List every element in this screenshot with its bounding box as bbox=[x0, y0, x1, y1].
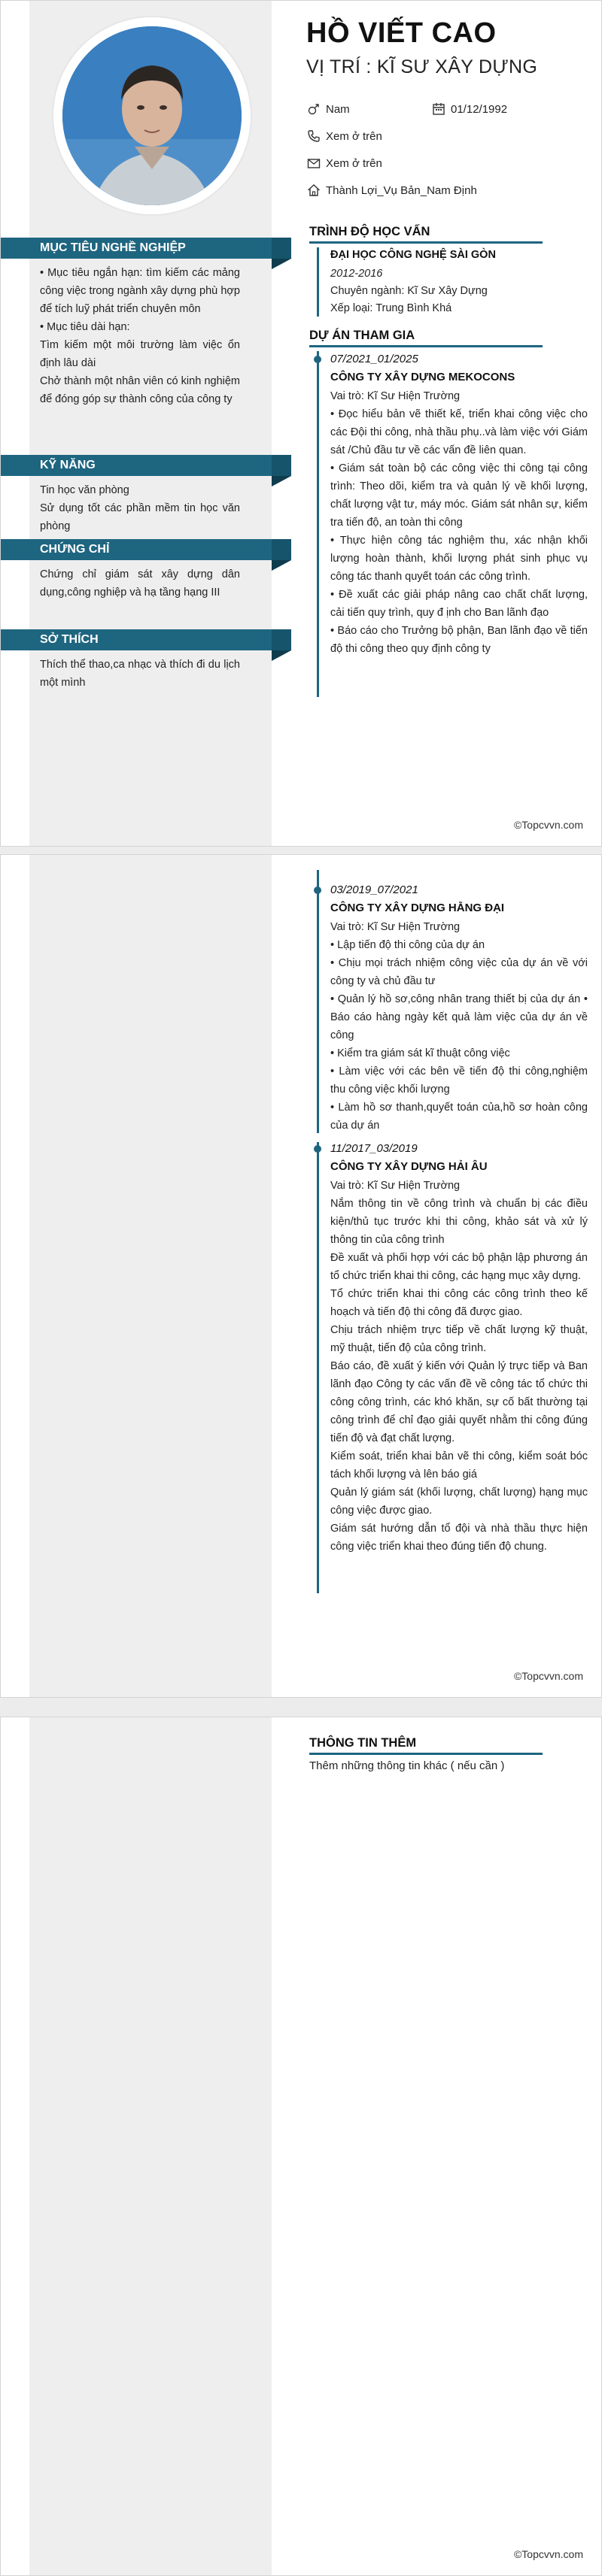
project-line: Giám sát hướng dẫn tổ đội và nhà thầu thực hiện công việc triển khai theo đúng tiến độ chung. bbox=[330, 1523, 588, 1553]
calendar-icon bbox=[431, 102, 446, 117]
objective-line: • Mục tiêu dài hạn: bbox=[40, 321, 130, 333]
skills-heading-text: KỸ NĂNG bbox=[40, 459, 96, 471]
skills-text bbox=[40, 481, 240, 535]
education-rank: Xếp loại: Trung Bình Khá bbox=[330, 302, 452, 314]
avatar-frame bbox=[53, 17, 251, 214]
project-company: CÔNG TY XÂY DỰNG HẢI ÂU bbox=[330, 1160, 488, 1173]
project-timeline bbox=[317, 351, 319, 697]
extra-info-underline bbox=[309, 1753, 543, 1755]
timeline-dot bbox=[314, 356, 321, 363]
project-line: • Thực hiện công tác nghiệm thu, xác nhận khối lượng hoàn thành, khối lượng phát sinh phục vụ công tác thanh quyết toán các công trình. bbox=[330, 535, 588, 583]
certificates-heading bbox=[1, 539, 291, 560]
skill-line: Sử dụng tốt các phần mềm tin học văn phòng bbox=[40, 502, 240, 532]
project-company: CÔNG TY XÂY DỰNG MEKOCONS bbox=[330, 371, 515, 383]
hobbies-text bbox=[40, 656, 240, 692]
project-date: 11/2017_03/2019 bbox=[330, 1142, 418, 1155]
project-line: Tổ chức triển khai thi công các công trình theo kế hoạch và tiến độ thi công đã được giao. bbox=[330, 1288, 588, 1318]
hobbies-heading bbox=[1, 629, 291, 650]
timeline-dot bbox=[314, 886, 321, 894]
certificate-line: Chứng chỉ giám sát xây dựng dân dụng,công nghiệp và hạ tầng hạng III bbox=[40, 568, 240, 599]
project-date: 07/2021_01/2025 bbox=[330, 353, 418, 365]
skills-heading bbox=[1, 455, 291, 476]
address-row bbox=[306, 183, 477, 198]
extra-info-text: Thêm những thông tin khác ( nếu cần ) bbox=[309, 1759, 505, 1772]
projects-heading: DỰ ÁN THAM GIA bbox=[309, 329, 415, 342]
project-company: CÔNG TY XÂY DỰNG HẰNG ĐẠI bbox=[330, 902, 505, 914]
phone-value: Xem ở trên bbox=[326, 129, 382, 143]
project-line: • Lập tiến độ thi công của dự án bbox=[330, 939, 485, 951]
objective-text bbox=[40, 264, 240, 408]
birthday-value: 01/12/1992 bbox=[451, 102, 508, 116]
timeline-dot bbox=[314, 1145, 321, 1153]
project-details bbox=[330, 1177, 588, 1556]
email-row bbox=[306, 156, 382, 171]
certificates-text bbox=[40, 565, 240, 602]
banner-fold bbox=[272, 455, 291, 476]
project-timeline bbox=[317, 1142, 319, 1593]
education-years: 2012-2016 bbox=[330, 268, 383, 280]
project-line: • Làm hồ sơ thanh,quyết toán của,hồ sơ hoàn công của dự án bbox=[330, 1102, 588, 1132]
gender-icon bbox=[306, 102, 321, 117]
footer-credit: ©Topcvvn.com bbox=[513, 2548, 583, 2560]
hobbies-heading-text: SỞ THÍCH bbox=[40, 633, 99, 646]
education-school: ĐẠI HỌC CÔNG NGHỆ SÀI GÒN bbox=[330, 249, 496, 261]
skill-line: Tin học văn phòng bbox=[40, 484, 129, 496]
project-date: 03/2019_07/2021 bbox=[330, 883, 418, 896]
cv-page-2 bbox=[0, 854, 602, 1698]
project-timeline bbox=[317, 870, 319, 1133]
project-line: • Chịu mọi trách nhiệm công việc của dự án về với công ty và chủ đầu tư bbox=[330, 957, 588, 987]
project-details bbox=[330, 918, 588, 1135]
project-line: • Kiểm tra giám sát kĩ thuật công việc bbox=[330, 1047, 510, 1059]
sidebar-background bbox=[29, 1717, 272, 2575]
education-underline bbox=[309, 241, 543, 244]
objective-line: Tìm kiếm một môi trường làm việc ổn định lâu dài bbox=[40, 339, 240, 369]
birthday-row bbox=[431, 102, 507, 117]
certificates-heading-text: CHỨNG CHỈ bbox=[40, 543, 110, 556]
footer-credit: ©Topcvvn.com bbox=[513, 1670, 583, 1682]
footer-credit: ©Topcvvn.com bbox=[513, 819, 583, 831]
profile-photo-icon bbox=[62, 26, 242, 205]
projects-underline bbox=[309, 345, 543, 347]
email-icon bbox=[306, 156, 321, 171]
cv-page-1 bbox=[0, 0, 602, 847]
candidate-position: VỊ TRÍ : KĨ SƯ XÂY DỰNG bbox=[306, 56, 538, 77]
address-value: Thành Lợi_Vụ Bản_Nam Định bbox=[326, 183, 477, 197]
project-line: Kiểm soát, triển khai bản vẽ thi công, kiểm soát bóc tách khối lượng và lên báo giá bbox=[330, 1450, 588, 1480]
project-line: • Quản lý hồ sơ,công nhân trang thiết bị của dự án • Báo cáo hàng ngày kết quả làm việc của dự án về công bbox=[330, 993, 588, 1041]
project-line: • Làm việc với các bên về tiến độ thi công,nghiệm thu công việc khối lượng bbox=[330, 1065, 588, 1096]
sidebar-background bbox=[29, 855, 272, 1697]
banner-fold bbox=[272, 539, 291, 560]
project-line: Quản lý giám sát (khối lượng, chất lượng) hạng mục công việc được giao. bbox=[330, 1487, 588, 1517]
objective-line: • Mục tiêu ngắn hạn: tìm kiếm các mảng công việc trong ngành xây dựng phù hợp để tích luỹ phát triển chuyên môn bbox=[40, 267, 240, 315]
banner-fold bbox=[272, 238, 291, 259]
banner-fold bbox=[272, 629, 291, 650]
avatar bbox=[62, 26, 242, 205]
project-line: Chịu trách nhiệm trực tiếp về chất lượng kỹ thuật, mỹ thuật, tiến độ của công trình. bbox=[330, 1324, 588, 1354]
gender-row bbox=[306, 102, 350, 117]
education-heading: TRÌNH ĐỘ HỌC VẤN bbox=[309, 225, 430, 238]
phone-icon bbox=[306, 129, 321, 144]
project-line: • Giám sát toàn bộ các công việc thi công tại công trình: Theo dõi, kiểm tra và quản lý về khối lượng, chất lượng vật tư, máy móc. Giám sát nhân sự, kiểm tra tiến độ, an toàn thi công bbox=[330, 462, 588, 529]
hobby-line: Thích thể thao,ca nhạc và thích đi du lịch một mình bbox=[40, 659, 240, 689]
email-value: Xem ở trên bbox=[326, 156, 382, 170]
project-line: Báo cáo, đề xuất ý kiến với Quản lý trực tiếp và Ban lãnh đạo Công ty các vấn đề về công tác tổ chức thi công công trình, các khó khăn, sự cố bất thường tại công trình để chỉ đạo giải quyết nhằm thi công đúng tiến độ và đạt chất lượng. bbox=[330, 1360, 588, 1444]
project-line: • Báo cáo cho Trưởng bộ phận, Ban lãnh đạo về tiến độ thi công theo quy định công ty bbox=[330, 625, 588, 655]
project-line: Nắm thông tin về công trình và chuẩn bị các điều kiện/thủ tục trước khi thi công, khảo sát và xử lý thông tin của công trình bbox=[330, 1198, 588, 1246]
project-role: Vai trò: Kĩ Sư Hiện Trường bbox=[330, 1180, 461, 1192]
objective-heading bbox=[1, 238, 291, 259]
project-role: Vai trò: Kĩ Sư Hiện Trường bbox=[330, 390, 461, 402]
gender-value: Nam bbox=[326, 102, 350, 116]
extra-info-heading: THÔNG TIN THÊM bbox=[309, 1736, 417, 1750]
project-line: • Đề xuất các giải pháp nâng cao chất chất lượng, cải tiến quy trình, quy đ ịnh cho Ban lãnh đạo bbox=[330, 589, 588, 619]
project-line: • Đọc hiểu bản vẽ thiết kế, triển khai công việc cho các Đội thi công, nhà thầu phụ..và làm việc với Giám sát /Chủ đầu tư về các vấn đề liên quan. bbox=[330, 408, 588, 456]
education-major: Chuyên ngành: Kĩ Sư Xây Dựng bbox=[330, 285, 488, 297]
objective-heading-text: MỤC TIÊU NGHỀ NGHIỆP bbox=[40, 241, 186, 254]
candidate-name: HỒ VIẾT CAO bbox=[306, 17, 497, 49]
home-icon bbox=[306, 183, 321, 198]
project-line: Đề xuất và phối hợp với các bộ phận lập phương án tổ chức triển khai thi công, các hạng mục xây dựng. bbox=[330, 1252, 588, 1282]
phone-row bbox=[306, 129, 382, 144]
project-role: Vai trò: Kĩ Sư Hiện Trường bbox=[330, 921, 461, 933]
cv-page-3 bbox=[0, 1717, 602, 2576]
project-details bbox=[330, 387, 588, 658]
education-timeline bbox=[317, 247, 319, 317]
objective-line: Chở thành một nhân viên có kinh nghiệm để đóng góp sự thành công của công ty bbox=[40, 375, 240, 405]
